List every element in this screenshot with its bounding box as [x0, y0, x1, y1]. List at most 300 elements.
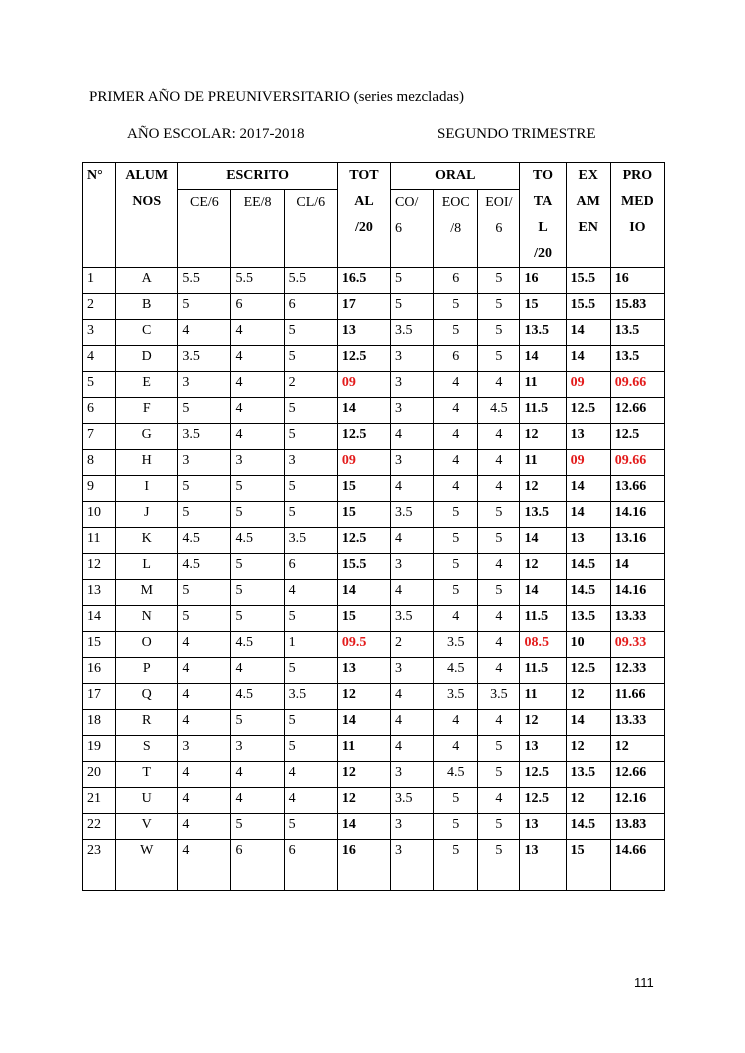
cell-n: 17 [83, 684, 116, 710]
cell-ee: 3 [231, 450, 284, 476]
cell-co: 4 [391, 736, 434, 762]
cell-n: 6 [83, 398, 116, 424]
cell-ee: 4 [231, 398, 284, 424]
cell-ee: 4 [231, 320, 284, 346]
cell-al: H [116, 450, 178, 476]
cell-ex: 14.5 [566, 580, 610, 606]
cell-eoi: 4 [478, 788, 520, 814]
cell-eoi: 3.5 [478, 684, 520, 710]
cell-ee: 4 [231, 788, 284, 814]
header-total-line-1: TOT [349, 168, 379, 183]
header-examen [566, 163, 610, 268]
cell-tot: 17 [337, 294, 390, 320]
cell-ex: 14.5 [566, 554, 610, 580]
cell-eoi: 5 [478, 346, 520, 372]
cell-tl: 12 [520, 424, 566, 450]
cell-n: 8 [83, 450, 116, 476]
cell-co: 3 [391, 346, 434, 372]
cell-cl: 5 [284, 346, 337, 372]
cell-tot: 09 [337, 372, 390, 398]
header-eoi [478, 190, 520, 268]
document-title: PRIMER AÑO DE PREUNIVERSITARIO (series mezcladas) [89, 89, 464, 105]
cell-tl: 12 [520, 554, 566, 580]
cell-ce: 5 [178, 502, 231, 528]
cell-tl: 08.5 [520, 632, 566, 658]
cell-n: 10 [83, 502, 116, 528]
cell-tot: 15 [337, 476, 390, 502]
cell-cl: 3.5 [284, 684, 337, 710]
cell-ce: 4 [178, 814, 231, 840]
cell-tot: 12.5 [337, 528, 390, 554]
header-co-line-2: 6 [395, 221, 403, 236]
header-total-line-3: /20 [354, 220, 373, 235]
cell-al: C [116, 320, 178, 346]
header-oral: ORAL [391, 163, 520, 190]
cell-al: L [116, 554, 178, 580]
cell-eoc: 3.5 [434, 632, 478, 658]
cell-tot: 09.5 [337, 632, 390, 658]
cell-ex: 15 [566, 840, 610, 891]
cell-co: 4 [391, 684, 434, 710]
cell-co: 2 [391, 632, 434, 658]
cell-ee: 4.5 [231, 632, 284, 658]
cell-ce: 4 [178, 840, 231, 891]
cell-eoc: 4.5 [434, 762, 478, 788]
cell-ex: 13.5 [566, 606, 610, 632]
cell-tl: 12.5 [520, 788, 566, 814]
cell-al: R [116, 710, 178, 736]
table-row [83, 398, 665, 424]
cell-cl: 5 [284, 606, 337, 632]
cell-co: 4 [391, 476, 434, 502]
cell-n: 15 [83, 632, 116, 658]
cell-al: U [116, 788, 178, 814]
cell-tl: 11 [520, 684, 566, 710]
table-row [83, 268, 665, 294]
cell-n: 3 [83, 320, 116, 346]
cell-tl: 14 [520, 346, 566, 372]
table-row [83, 476, 665, 502]
cell-pr: 16 [610, 268, 664, 294]
cell-tl: 13 [520, 840, 566, 891]
cell-eoi: 5 [478, 762, 520, 788]
cell-ee: 4 [231, 762, 284, 788]
cell-n: 13 [83, 580, 116, 606]
cell-cl: 4 [284, 580, 337, 606]
cell-ee: 6 [231, 294, 284, 320]
header-co-line-1: CO/ [395, 195, 419, 210]
table-row [83, 840, 665, 891]
table-row [83, 606, 665, 632]
cell-cl: 5 [284, 502, 337, 528]
cell-n: 11 [83, 528, 116, 554]
table-row [83, 788, 665, 814]
cell-ce: 4 [178, 632, 231, 658]
cell-eoi: 5 [478, 268, 520, 294]
cell-tot: 12 [337, 762, 390, 788]
cell-n: 19 [83, 736, 116, 762]
header-total-oral-line-2: TA [533, 194, 553, 209]
cell-ce: 4.5 [178, 554, 231, 580]
cell-al: A [116, 268, 178, 294]
cell-ex: 14 [566, 346, 610, 372]
table-row [83, 762, 665, 788]
cell-tot: 15 [337, 606, 390, 632]
cell-eoi: 4 [478, 606, 520, 632]
cell-eoc: 6 [434, 346, 478, 372]
cell-n: 5 [83, 372, 116, 398]
cell-eoc: 5 [434, 502, 478, 528]
cell-pr: 13.33 [610, 710, 664, 736]
header-alumnos [116, 163, 178, 268]
cell-co: 3 [391, 372, 434, 398]
cell-ee: 4 [231, 346, 284, 372]
cell-eoc: 5 [434, 580, 478, 606]
cell-al: F [116, 398, 178, 424]
cell-al: G [116, 424, 178, 450]
cell-al: J [116, 502, 178, 528]
cell-pr: 12.66 [610, 398, 664, 424]
cell-ce: 5 [178, 476, 231, 502]
header-examen-line-3: EN [578, 220, 598, 235]
cell-eoc: 4 [434, 710, 478, 736]
cell-ex: 14.5 [566, 814, 610, 840]
cell-cl: 5 [284, 736, 337, 762]
header-eoi-line-2: 6 [495, 221, 503, 236]
cell-co: 3.5 [391, 606, 434, 632]
cell-pr: 14.16 [610, 580, 664, 606]
cell-ee: 6 [231, 840, 284, 891]
cell-tot: 13 [337, 658, 390, 684]
cell-al: S [116, 736, 178, 762]
cell-tl: 12 [520, 476, 566, 502]
table-row [83, 346, 665, 372]
cell-cl: 6 [284, 554, 337, 580]
header-eoc-line-2: /8 [450, 221, 462, 236]
cell-tot: 14 [337, 580, 390, 606]
cell-n: 14 [83, 606, 116, 632]
cell-eoc: 4 [434, 606, 478, 632]
cell-tot: 14 [337, 814, 390, 840]
cell-co: 3.5 [391, 502, 434, 528]
cell-tot: 15.5 [337, 554, 390, 580]
cell-ce: 3 [178, 736, 231, 762]
cell-tl: 11 [520, 372, 566, 398]
table-row [83, 554, 665, 580]
cell-ee: 4 [231, 424, 284, 450]
cell-ex: 15.5 [566, 268, 610, 294]
cell-ee: 4.5 [231, 684, 284, 710]
cell-eoi: 5 [478, 528, 520, 554]
cell-ce: 5 [178, 606, 231, 632]
cell-ex: 14 [566, 320, 610, 346]
term-label: SEGUNDO TRIMESTRE [437, 126, 596, 142]
header-total-escrito [337, 163, 390, 268]
cell-n: 23 [83, 840, 116, 891]
cell-co: 4 [391, 424, 434, 450]
cell-ee: 5 [231, 814, 284, 840]
cell-pr: 14.16 [610, 502, 664, 528]
table-row [83, 424, 665, 450]
cell-eoc: 5 [434, 840, 478, 891]
page-number: 111 [634, 975, 654, 990]
cell-ee: 5 [231, 476, 284, 502]
cell-ce: 5.5 [178, 268, 231, 294]
table-row [83, 632, 665, 658]
cell-n: 1 [83, 268, 116, 294]
cell-tot: 13 [337, 320, 390, 346]
cell-eoi: 4 [478, 632, 520, 658]
cell-co: 5 [391, 268, 434, 294]
cell-cl: 5 [284, 398, 337, 424]
cell-tl: 12.5 [520, 762, 566, 788]
cell-al: N [116, 606, 178, 632]
cell-eoc: 4 [434, 736, 478, 762]
cell-co: 5 [391, 294, 434, 320]
cell-al: P [116, 658, 178, 684]
cell-pr: 09.66 [610, 372, 664, 398]
cell-tot: 14 [337, 710, 390, 736]
cell-ce: 5 [178, 294, 231, 320]
cell-tl: 13 [520, 814, 566, 840]
header-promedio-line-3: IO [629, 220, 646, 235]
cell-eoc: 4 [434, 450, 478, 476]
cell-tot: 11 [337, 736, 390, 762]
cell-ce: 3.5 [178, 424, 231, 450]
cell-eoc: 4 [434, 424, 478, 450]
cell-co: 3 [391, 762, 434, 788]
cell-co: 4 [391, 528, 434, 554]
cell-tl: 14 [520, 528, 566, 554]
cell-al: D [116, 346, 178, 372]
header-examen-line-2: AM [576, 194, 600, 209]
cell-pr: 13.33 [610, 606, 664, 632]
cell-co: 4 [391, 710, 434, 736]
cell-n: 18 [83, 710, 116, 736]
cell-pr: 15.83 [610, 294, 664, 320]
cell-tl: 13.5 [520, 320, 566, 346]
header-num: N° [83, 163, 116, 268]
cell-ex: 12.5 [566, 658, 610, 684]
cell-tl: 11.5 [520, 658, 566, 684]
cell-ex: 12 [566, 736, 610, 762]
cell-co: 3 [391, 554, 434, 580]
cell-n: 20 [83, 762, 116, 788]
cell-eoc: 4 [434, 372, 478, 398]
cell-ee: 3 [231, 736, 284, 762]
cell-eoc: 5 [434, 294, 478, 320]
cell-pr: 09.33 [610, 632, 664, 658]
table-row [83, 580, 665, 606]
cell-ee: 5 [231, 710, 284, 736]
cell-al: M [116, 580, 178, 606]
cell-cl: 4 [284, 762, 337, 788]
cell-eoi: 4 [478, 476, 520, 502]
school-year: AÑO ESCOLAR: 2017-2018 [127, 126, 305, 142]
cell-ex: 09 [566, 450, 610, 476]
table-row [83, 502, 665, 528]
table-row [83, 320, 665, 346]
cell-eoc: 4 [434, 398, 478, 424]
cell-cl: 6 [284, 294, 337, 320]
cell-al: W [116, 840, 178, 891]
cell-eoi: 5 [478, 294, 520, 320]
cell-pr: 14 [610, 554, 664, 580]
cell-co: 4 [391, 580, 434, 606]
cell-tot: 16.5 [337, 268, 390, 294]
header-promedio-line-2: MED [621, 194, 654, 209]
cell-eoc: 3.5 [434, 684, 478, 710]
header-alumnos-line-2: NOS [132, 194, 162, 209]
cell-eoc: 5 [434, 554, 478, 580]
cell-tot: 14 [337, 398, 390, 424]
cell-pr: 13.5 [610, 346, 664, 372]
header-total-oral-line-4: /20 [534, 246, 552, 261]
cell-ce: 4 [178, 710, 231, 736]
header-alumnos-line-1: ALUM [125, 168, 169, 183]
cell-tot: 16 [337, 840, 390, 891]
cell-tl: 11.5 [520, 606, 566, 632]
cell-ee: 5.5 [231, 268, 284, 294]
cell-tot: 12 [337, 788, 390, 814]
cell-ee: 4 [231, 658, 284, 684]
cell-ex: 14 [566, 710, 610, 736]
cell-eoi: 4 [478, 710, 520, 736]
header-examen-line-1: EX [578, 168, 598, 183]
cell-cl: 5 [284, 320, 337, 346]
table-row [83, 294, 665, 320]
cell-ee: 5 [231, 554, 284, 580]
cell-eoi: 5 [478, 840, 520, 891]
cell-cl: 3.5 [284, 528, 337, 554]
cell-eoi: 5 [478, 320, 520, 346]
cell-tot: 12 [337, 684, 390, 710]
cell-al: B [116, 294, 178, 320]
header-total-oral [520, 163, 566, 268]
cell-cl: 5 [284, 476, 337, 502]
cell-cl: 6 [284, 840, 337, 891]
cell-tl: 16 [520, 268, 566, 294]
cell-tl: 11.5 [520, 398, 566, 424]
cell-co: 3 [391, 814, 434, 840]
cell-ee: 5 [231, 580, 284, 606]
cell-ex: 12 [566, 684, 610, 710]
table-row [83, 814, 665, 840]
cell-al: K [116, 528, 178, 554]
cell-cl: 5.5 [284, 268, 337, 294]
cell-ce: 3.5 [178, 346, 231, 372]
cell-ex: 12.5 [566, 398, 610, 424]
cell-tot: 12.5 [337, 424, 390, 450]
cell-ce: 5 [178, 580, 231, 606]
cell-pr: 12.5 [610, 424, 664, 450]
header-ee: EE/8 [231, 190, 284, 268]
cell-ee: 4.5 [231, 528, 284, 554]
cell-al: E [116, 372, 178, 398]
cell-cl: 5 [284, 658, 337, 684]
cell-al: Q [116, 684, 178, 710]
cell-eoc: 6 [434, 268, 478, 294]
header-co [391, 190, 434, 268]
cell-n: 7 [83, 424, 116, 450]
table-row [83, 684, 665, 710]
cell-cl: 3 [284, 450, 337, 476]
cell-n: 22 [83, 814, 116, 840]
cell-tot: 09 [337, 450, 390, 476]
cell-cl: 1 [284, 632, 337, 658]
cell-ee: 4 [231, 372, 284, 398]
header-eoc [434, 190, 478, 268]
table-row [83, 372, 665, 398]
header-eoi-line-1: EOI/ [485, 195, 513, 210]
cell-eoc: 5 [434, 814, 478, 840]
cell-cl: 5 [284, 710, 337, 736]
cell-ex: 10 [566, 632, 610, 658]
cell-al: O [116, 632, 178, 658]
cell-tl: 13.5 [520, 502, 566, 528]
cell-pr: 13.66 [610, 476, 664, 502]
cell-ce: 4 [178, 762, 231, 788]
cell-ce: 4 [178, 788, 231, 814]
header-promedio-line-1: PRO [622, 168, 653, 183]
cell-cl: 5 [284, 814, 337, 840]
cell-ce: 4.5 [178, 528, 231, 554]
cell-al: T [116, 762, 178, 788]
cell-ex: 14 [566, 476, 610, 502]
table-row [83, 736, 665, 762]
cell-co: 3 [391, 658, 434, 684]
cell-tl: 15 [520, 294, 566, 320]
cell-pr: 12.16 [610, 788, 664, 814]
cell-tot: 15 [337, 502, 390, 528]
cell-pr: 13.83 [610, 814, 664, 840]
cell-ex: 14 [566, 502, 610, 528]
cell-eoi: 5 [478, 736, 520, 762]
cell-eoc: 4.5 [434, 658, 478, 684]
cell-tl: 13 [520, 736, 566, 762]
cell-co: 3 [391, 840, 434, 891]
cell-eoi: 4 [478, 450, 520, 476]
cell-pr: 12.66 [610, 762, 664, 788]
header-total-oral-line-1: TO [533, 168, 553, 183]
cell-eoi: 5 [478, 814, 520, 840]
cell-al: V [116, 814, 178, 840]
header-total-oral-line-3: L [538, 220, 548, 235]
cell-eoi: 4 [478, 658, 520, 684]
cell-ce: 4 [178, 684, 231, 710]
cell-eoi: 4 [478, 554, 520, 580]
header-eoc-line-1: EOC [441, 195, 470, 210]
cell-ce: 4 [178, 320, 231, 346]
cell-tl: 12 [520, 710, 566, 736]
header-promedio [610, 163, 664, 268]
cell-co: 3.5 [391, 788, 434, 814]
cell-al: I [116, 476, 178, 502]
cell-n: 12 [83, 554, 116, 580]
cell-eoi: 4 [478, 424, 520, 450]
cell-cl: 4 [284, 788, 337, 814]
cell-ce: 5 [178, 398, 231, 424]
cell-eoc: 5 [434, 788, 478, 814]
cell-co: 3 [391, 398, 434, 424]
cell-eoi: 5 [478, 580, 520, 606]
cell-eoi: 5 [478, 502, 520, 528]
table-row [83, 710, 665, 736]
header-total-line-2: AL [354, 194, 374, 209]
cell-ex: 13 [566, 424, 610, 450]
cell-n: 4 [83, 346, 116, 372]
cell-co: 3.5 [391, 320, 434, 346]
